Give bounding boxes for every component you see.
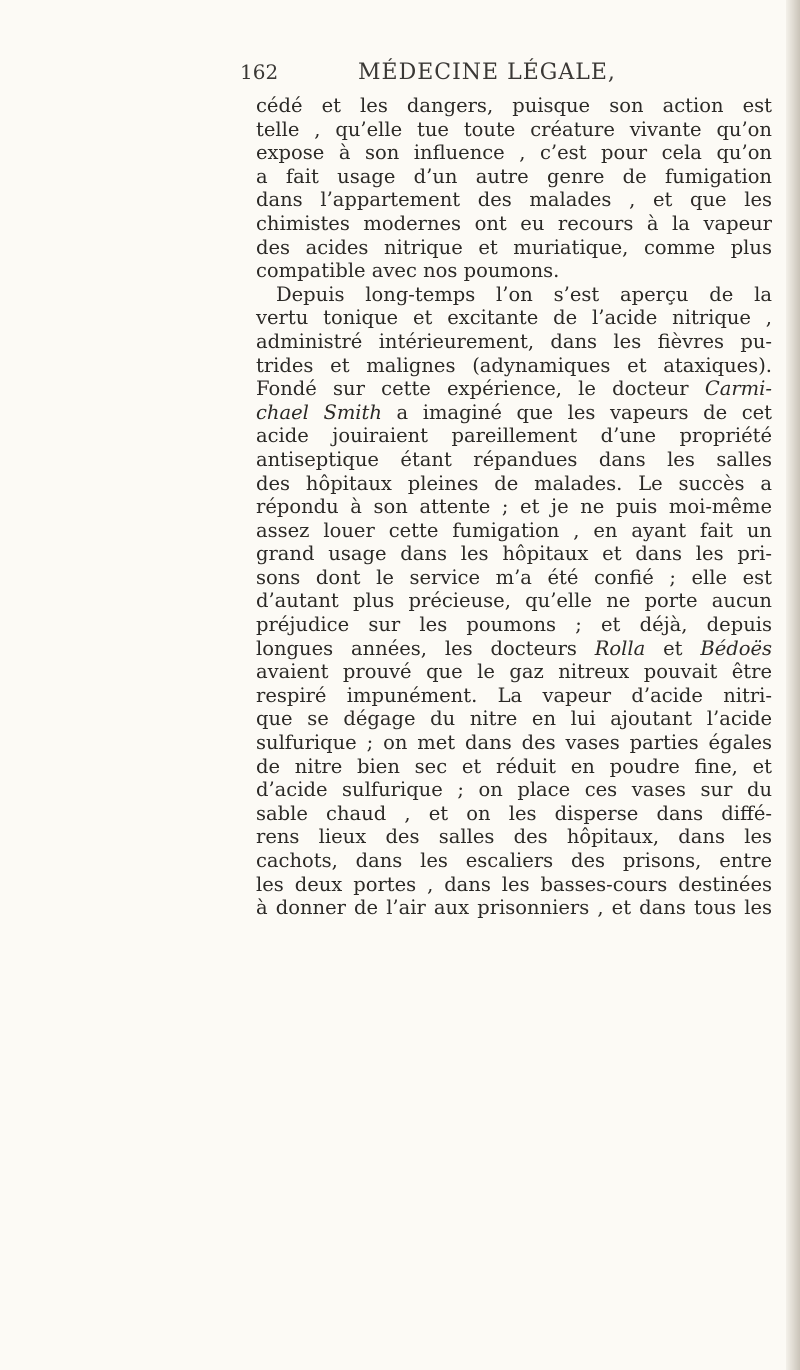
text-line: vertu tonique et excitante de l’acide nitrique , (256, 306, 772, 330)
text-line (256, 637, 772, 661)
text-line: acide jouiraient pareillement d’une propriété (256, 424, 772, 448)
text-line: sons dont le service m’a été confié ; elle est (256, 565, 772, 589)
text-line: sable chaud , et on les disperse dans diffé- (256, 801, 772, 825)
text-line: d’acide sulfurique ; on place ces vases sur du (256, 778, 772, 802)
text-line: respiré impunément. La vapeur d’acide nitri- (256, 683, 772, 707)
running-head: MÉDECINE LÉGALE, (358, 60, 616, 85)
text-line: a fait usage d’un autre genre de fumigation (256, 164, 772, 188)
text-line: cédé et les dangers, puisque son action est (256, 94, 772, 117)
italic-name: Bédoës (700, 636, 772, 660)
italic-name: Carmi- (704, 377, 772, 401)
text-line: des acides nitrique et muriatique, comme plus (256, 235, 772, 259)
text-segment: a imaginé que les vapeurs de cet (381, 400, 772, 424)
text-line: préjudice sur les poumons ; et déjà, depuis (256, 613, 772, 637)
text-line: sulfurique ; on met dans des vases parties égales (256, 731, 772, 755)
text-line: les deux portes , dans les basses-cours destinées (256, 872, 772, 896)
text-line: administré intérieurement, dans les fièvres pu- (256, 329, 772, 353)
text-line: compatible avec nos poumons. (256, 259, 560, 283)
page-header (240, 60, 780, 90)
text-line: répondu à son attente ; et je ne puis moi-même (256, 495, 772, 519)
text-line: Depuis long-temps l’on s’est aperçu de la (276, 282, 772, 306)
text-line: rens lieux des salles des hôpitaux, dans les (256, 825, 772, 849)
text-line: chimistes modernes ont eu recours à la vapeur (256, 211, 772, 235)
text-line: dans l’appartement des malades , et que les (256, 188, 772, 212)
page-number: 162 (240, 60, 279, 84)
text-segment: et (645, 636, 701, 660)
text-line (256, 401, 772, 425)
text-line: expose à son influence , c’est pour cela qu’on (256, 141, 772, 165)
text-line: cachots, dans les escaliers des prisons, entre (256, 849, 772, 872)
text-line: assez louer cette fumigation , en ayant fait un (256, 518, 772, 542)
body-text (256, 94, 772, 920)
italic-name: Rolla (594, 636, 646, 660)
text-line (256, 377, 772, 401)
text-line: avaient prouvé que le gaz nitreux pouvait être (256, 660, 772, 684)
text-line: trides et malignes (adynamiques et ataxiques). (256, 353, 772, 377)
text-line: à donner de l’air aux prisonniers , et dans tous les (256, 896, 772, 920)
page-edge-shadow (786, 0, 800, 1370)
text-segment: longues années, les docteurs (256, 636, 595, 660)
text-line: antiseptique étant répandues dans les salles (256, 447, 772, 471)
text-line: d’autant plus précieuse, qu’elle ne porte aucun (256, 589, 772, 613)
text-line: que se dégage du nitre en lui ajoutant l’acide (256, 707, 772, 731)
text-line: telle , qu’elle tue toute créature vivante qu’on (256, 117, 772, 141)
text-segment: Fondé sur cette expérience, le docteur (256, 377, 705, 401)
italic-name: chael Smith (256, 400, 382, 424)
text-line: grand usage dans les hôpitaux et dans les pri- (256, 542, 772, 566)
text-line: des hôpitaux pleines de malades. Le succès a (256, 471, 772, 495)
text-line: de nitre bien sec et réduit en poudre fine, et (256, 754, 772, 778)
